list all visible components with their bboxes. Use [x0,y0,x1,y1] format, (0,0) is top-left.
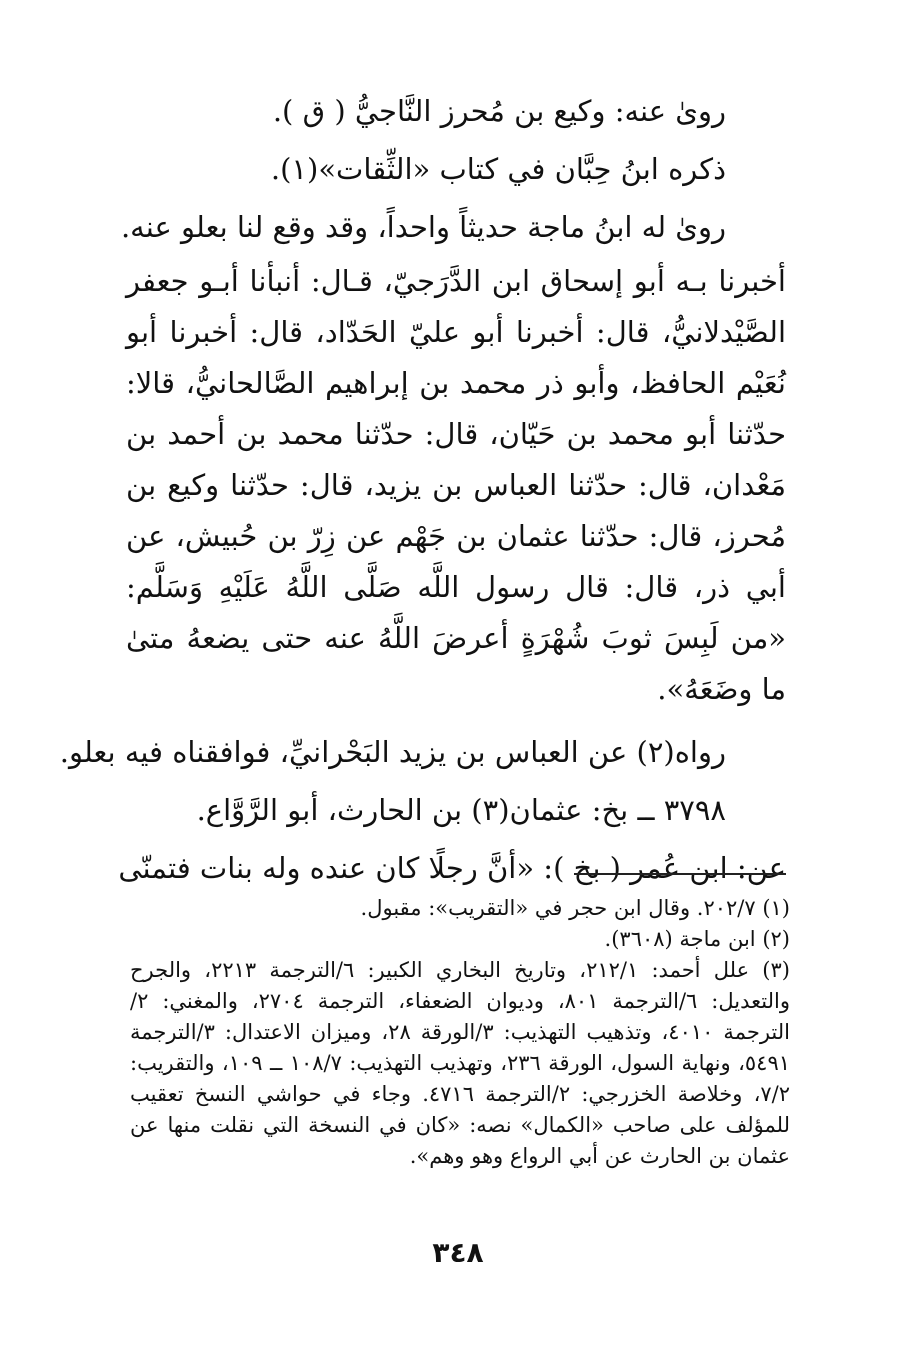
footnote-2: (٢) ابن ماجة (٣٦٠٨). [604,927,790,951]
footnote-divider [574,873,786,875]
hadith-chain-paragraph: أخبرنا بـه أبو إسحاق ابن الدَّرَجيّ، قـال: أنبأنا أبـو جعفر الصَّيْدلانيُّ، قال: أخبرنا أبو عليّ الحَدّاد، قال: أخبرنا أبو نُعَيْم الحافظ، وأبو ذر محمد بن إبراهيم الصَّالحانيُّ، قالا: حدّثنا أبو محمد بن حَيّان، قال: حدّثنا محمد بن أحمد بن مَعْدان، قال: حدّثنا العباس بن يزيد، قال: حدّثنا وكيع بن مُحرز، قال: حدّثنا عثمان بن جَهْم عن زِرّ بن حُبيش، عن أبي ذر، قال: قال رسول اللَّه صَلَّى اللَّهُ عَلَيْهِ وَسَلَّم: «من لَبِسَ ثوبَ شُهْرَةٍ أعرضَ اللَّهُ عنه حتى يضعهُ متىٰ ما وضَعَهُ». [126,264,786,706]
narrators-line: روىٰ عنه: وكيع بن مُحرز النَّاجيُّ ( ق ). [272,94,726,128]
ibn-hibban-line: ذكره ابنُ حِبَّان في كتاب «الثِّقات»(١). [270,152,726,186]
page-number: ٣٤٨ [432,1236,484,1269]
ibn-majah-line: روىٰ له ابنُ ماجة حديثاً واحداً، وقد وقع لنا بعلو عنه. [120,210,726,244]
footnotes-section [130,893,790,1172]
entry-heading-3798: ٣٧٩٨ ــ بخ: عثمان(٣) بن الحارث، أبو الرَّوَّاع. [196,793,726,827]
footnote-3: (٣) علل أحمد: ٢١٢/١، وتاريخ البخاري الكبير: ٦/الترجمة ٢٢١٣، والجرح والتعديل: ٦/الترجمة ٨٠١، وديوان الضعفاء، الترجمة ٢٧٠٤، والمغني: ٢/الترجمة ٤٠١٠، وتذهيب التهذيب: ٣/الورقة ٢٨، وميزان الاعتدال: ٣/الترجمة ٥٤٩١، ونهاية السول، الورقة ٢٣٦، وتهذيب التهذيب: ١٠٨/٧ ــ ١٠٩، والتقريب: ٧/٢، وخلاصة الخزرجي: ٢/الترجمة ٤٧١٦. وجاء في حواشي النسخ تعقيب للمؤلف على صاحب «الكمال» نصه: «كان في النسخة التي نقلت منها عن عثمان بن الحارث عن أبي الرواع وهو وهم». [130,958,791,1168]
entry-text-line: عن: ابن عُمر ( بخ ): «أنَّ رجلًا كان عنده وله بنات فتمنّى [118,851,786,885]
narration-note-line: رواه(٢) عن العباس بن يزيد البَحْرانيِّ، فوافقناه فيه بعلو. [59,735,726,769]
main-text [59,82,786,897]
footnote-1: (١) ٢٠٢/٧. وقال ابن حجر في «التقريب»: مقبول. [360,896,790,920]
